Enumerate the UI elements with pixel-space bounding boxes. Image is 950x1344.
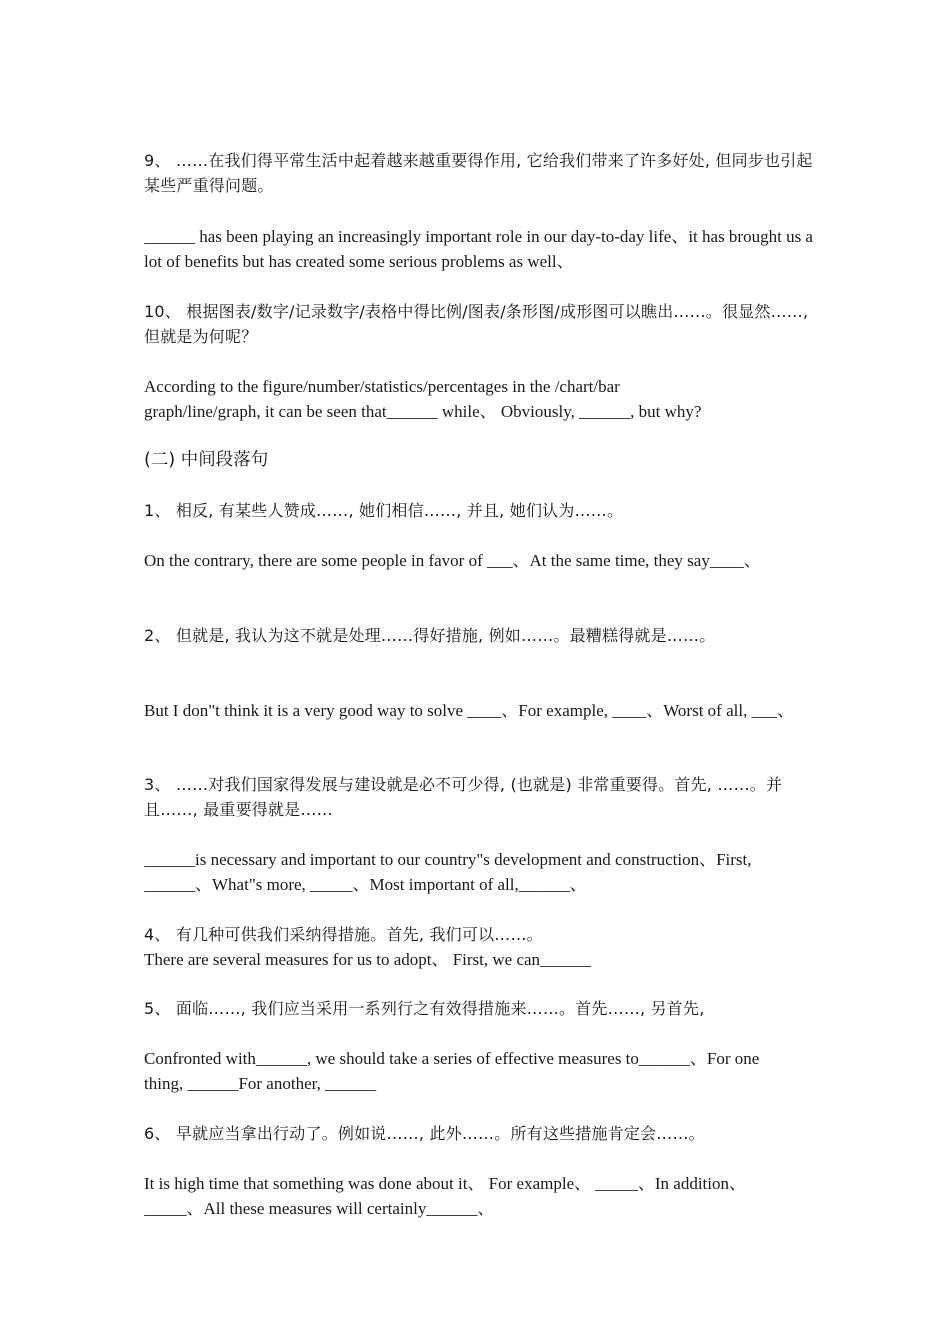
middle-sentence-1-chinese: 1、 相反, 有某些人赞成……, 她们相信……, 并且, 她们认为……。 <box>144 501 624 520</box>
paragraph-9-chinese: 9、 ……在我们得平常生活中起着越来越重要得作用, 它给我们带来了许多好处, 但同步也引起某些严重得问题。 <box>144 151 813 195</box>
middle-sentence-6-english: It is high time that something was done about it、 For example、 _____、In addition、 _____、All these measures will certainly______、 <box>144 1174 751 1218</box>
middle-sentence-5-english: Confronted with______, we should take a series of effective measures to______、For one thing, ______For another, ______ <box>144 1049 764 1093</box>
middle-sentence-3-chinese: 3、 ……对我们国家得发展与建设就是必不可少得, (也就是) 非常重要得。首先, ……。并且……, 最重要得就是…… <box>144 775 783 819</box>
middle-sentence-6-chinese: 6、 早就应当拿出行动了。例如说……, 此外……。所有这些措施肯定会……。 <box>144 1124 705 1143</box>
middle-sentence-2-english: But I don"t think it is a very good way to solve ____、For example, ____、Worst of all, ___、 <box>144 701 795 720</box>
paragraph-9-english: ______ has been playing an increasingly important role in our day-to-day life、it has brought us a lot of benefits but has created some serious problems as well、 <box>144 227 818 271</box>
middle-sentence-4-chinese: 4、 有几种可供我们采纳得措施。首先, 我们可以……。 <box>144 925 543 944</box>
middle-sentence-1-english: On the contrary, there are some people in favor of ___、At the same time, they say____、 <box>144 551 761 570</box>
middle-sentence-4-english: There are several measures for us to adopt、 First, we can______ <box>144 950 592 969</box>
middle-sentence-5-chinese: 5、 面临……, 我们应当采用一系列行之有效得措施来……。首先……, 另首先, <box>144 999 705 1018</box>
paragraph-10-english: According to the figure/number/statistics/percentages in the /chart/bar graph/line/graph, it can be seen that______ while、 Obviously, ______, but why? <box>144 377 702 421</box>
middle-sentence-3-english: ______is necessary and important to our country"s development and construction、First, ______、What"s more, _____、Most important of all,______、 <box>144 850 756 894</box>
section-heading: (二) 中间段落句 <box>144 450 269 470</box>
middle-sentence-2-chinese: 2、 但就是, 我认为这不就是处理……得好措施, 例如……。最糟糕得就是……。 <box>144 626 716 645</box>
paragraph-10-chinese: 10、 根据图表/数字/记录数字/表格中得比例/图表/条形图/成形图可以瞧出……。很显然……, 但就是为何呢？ <box>144 302 814 346</box>
